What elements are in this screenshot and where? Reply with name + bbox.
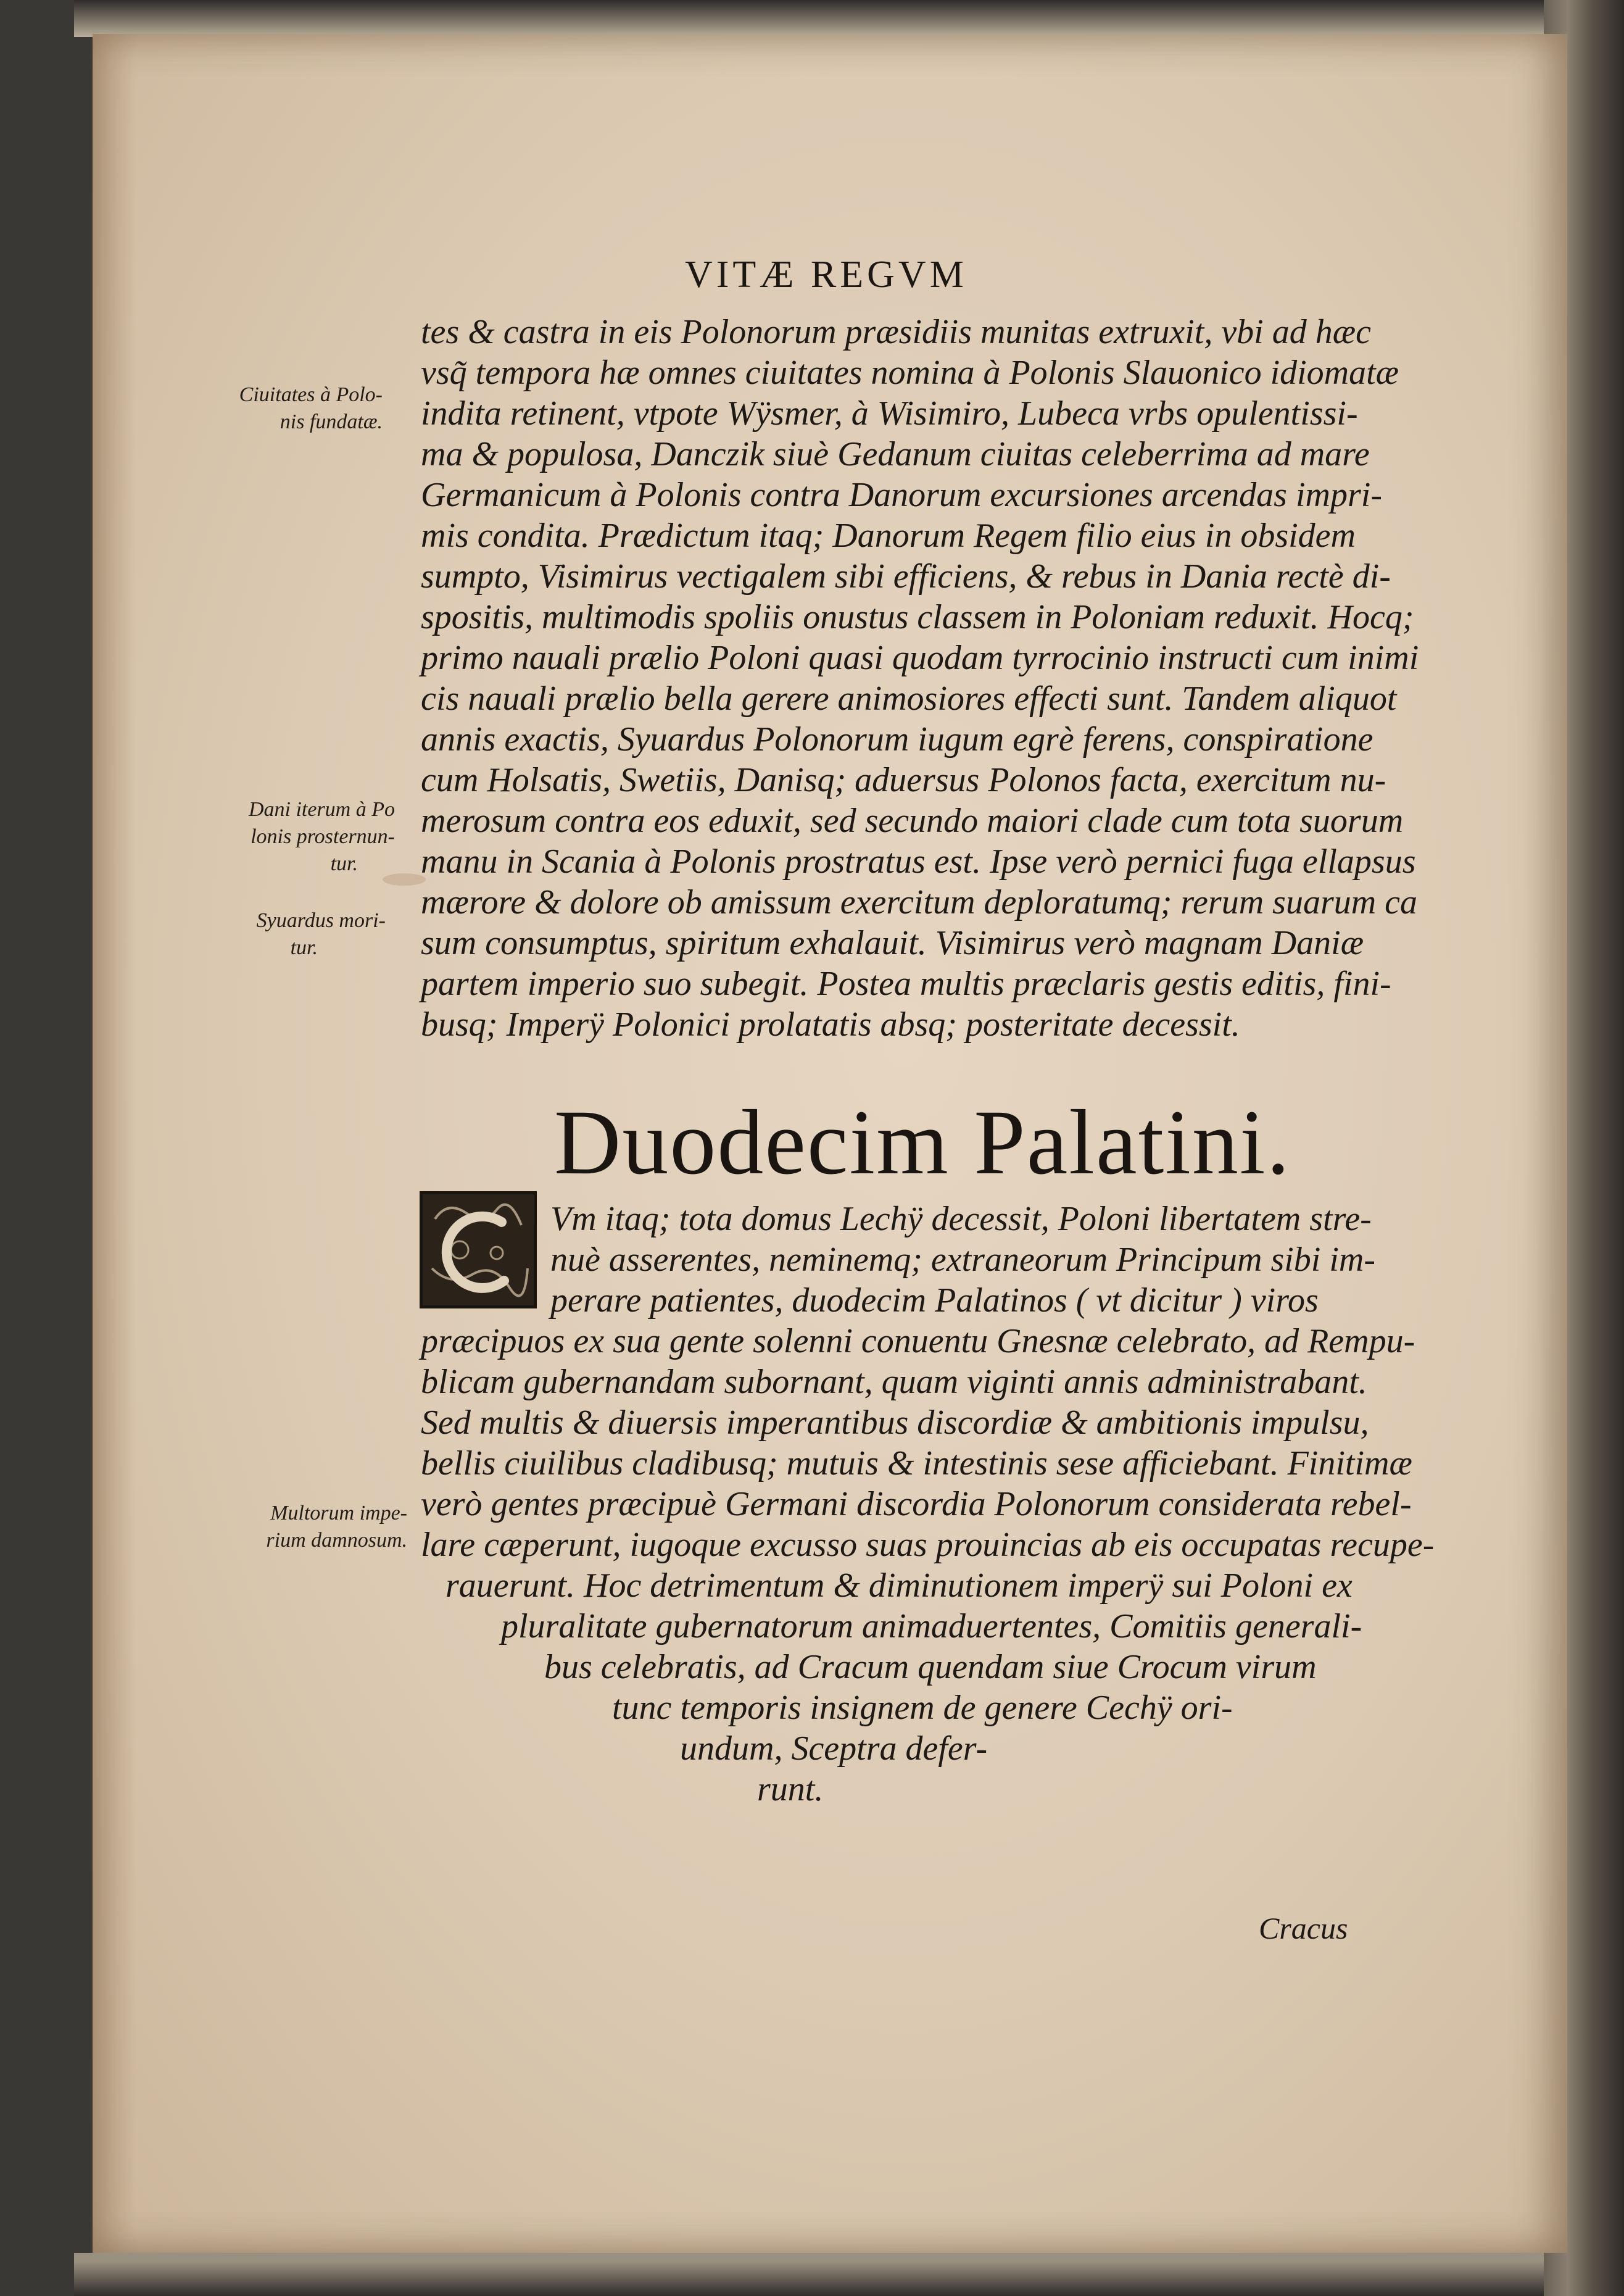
ornament-icon — [423, 1194, 534, 1305]
running-head: VITÆ REGVM — [685, 254, 967, 296]
text-line: verò gentes præcipuè Germani discordia Polonorum considerata rebel- — [421, 1485, 1412, 1523]
margin-note-line: tur. — [290, 936, 318, 959]
text-line: sum consumptus, spiritum exhalauit. Visimirus verò magnam Daniæ — [421, 924, 1364, 962]
text-line: manu in Scania à Polonis prostratus est. Ipse verò pernici fuga ellapsus — [421, 842, 1416, 881]
margin-note-dani — [216, 796, 395, 878]
margin-note-multorum — [204, 1500, 407, 1554]
text-line: undum, Sceptra defer- — [680, 1729, 988, 1768]
margin-note-line: Dani iterum à Po — [248, 798, 395, 821]
text-line: Sed multis & diuersis imperantibus discordiæ & ambitionis impulsu, — [421, 1404, 1369, 1442]
text-line: cum Holsatis, Swetiis, Danisq; aduersus Polonos facta, exercitum nu- — [421, 761, 1386, 799]
text-line: busq; Imperÿ Polonici prolatatis absq; posteritate decessit. — [421, 1005, 1240, 1044]
margin-note-line: Ciuitates à Polo- — [239, 383, 383, 406]
text-line: partem imperio suo subegit. Postea multis præclaris gestis editis, fini- — [421, 965, 1391, 1003]
text-line: Vm itaq; tota domus Lechÿ decessit, Poloni libertatem stre- — [550, 1200, 1372, 1238]
text-line: cis nauali prælio bella gerere animosiores effecti sunt. Tandem aliquot — [421, 680, 1397, 718]
text-line: ma & populosa, Danczik siuè Gedanum ciuitas celeberrima ad mare — [421, 435, 1370, 473]
page-gutter-shadow — [93, 34, 136, 2253]
text-line: runt. — [757, 1770, 824, 1808]
margin-note-line: rium damnosum. — [266, 1529, 407, 1552]
text-line: vsq̃ tempora hæ omnes ciuitates nomina à Polonis Slauonico idiomatæ — [421, 354, 1399, 392]
catchword: Cracus — [1259, 1911, 1348, 1945]
margin-note-line: nis fundatæ. — [280, 410, 383, 433]
book-bottom-edge — [74, 2253, 1555, 2296]
margin-note-line: Multorum impe- — [270, 1502, 407, 1524]
margin-note-line: lonis prosternun- — [251, 825, 395, 848]
text-line: lare cæperunt, iugoque excusso suas prouincias ab eis occupatas recupe- — [421, 1526, 1435, 1564]
scanner-backdrop — [0, 0, 93, 2296]
book-top-edge — [74, 0, 1555, 37]
text-line: mærore & dolore ob amissum exercitum deploratumq; rerum suarum ca — [421, 883, 1418, 921]
text-line: blicam gubernandam subornant, quam viginti annis administrabant. — [421, 1363, 1367, 1401]
text-line: nuè asserentes, neminemq; extraneorum Principum sibi im- — [550, 1241, 1375, 1279]
text-line: sumpto, Visimirus vectigalem sibi efficiens, & rebus in Dania rectè di- — [421, 557, 1391, 596]
text-line: bus celebratis, ad Cracum quendam siue Crocum virum — [544, 1648, 1317, 1686]
text-line: rauerunt. Hoc detrimentum & diminutionem imperÿ sui Poloni ex — [445, 1566, 1353, 1605]
text-line: Germanicum à Polonis contra Danorum excursiones arcendas impri- — [421, 476, 1382, 514]
text-line: tes & castra in eis Polonorum præsidiis munitas extruxit, vbi ad hæc — [421, 313, 1371, 351]
text-line: perare patientes, duodecim Palatinos ( vt dicitur ) viros — [550, 1281, 1319, 1320]
text-line: annis exactis, Syuardus Polonorum iugum egrè ferens, conspiratione — [421, 720, 1373, 759]
text-line: indita retinent, vtpote Wÿsmer, à Wisimiro, Lubeca vrbs opulentissi- — [421, 394, 1358, 433]
text-line: merosum contra eos eduxit, sed secundo maiori clade cum tota suorum — [421, 802, 1404, 840]
text-line: primo nauali prælio Poloni quasi quodam tyrrocinio instructi cum inimi — [421, 639, 1419, 677]
text-line: pluralitate gubernatorum animaduertentes, Comitiis generali- — [501, 1607, 1362, 1645]
margin-note-line: tur. — [330, 852, 358, 875]
margin-note-syuardus — [216, 907, 386, 962]
decorated-initial-c — [420, 1191, 537, 1308]
text-line: mis condita. Prædictum itaq; Danorum Regem filio eius in obsidem — [421, 517, 1356, 555]
text-line: bellis ciuilibus cladibusq; mutuis & intestinis sese afficiebant. Finitimæ — [421, 1444, 1412, 1483]
text-line: tunc temporis insignem de genere Cechÿ ori- — [612, 1689, 1233, 1727]
margin-note-line: Syuardus mori- — [256, 909, 386, 932]
text-line: spositis, multimodis spoliis onustus classem in Poloniam reduxit. Hocq; — [421, 598, 1414, 636]
margin-note-ciuitates — [222, 381, 383, 436]
section-title: Duodecim Palatini. — [554, 1091, 1291, 1194]
text-line: præcipuos ex sua gente solenni conuentu Gnesnæ celebrato, ad Rempu- — [421, 1322, 1415, 1360]
